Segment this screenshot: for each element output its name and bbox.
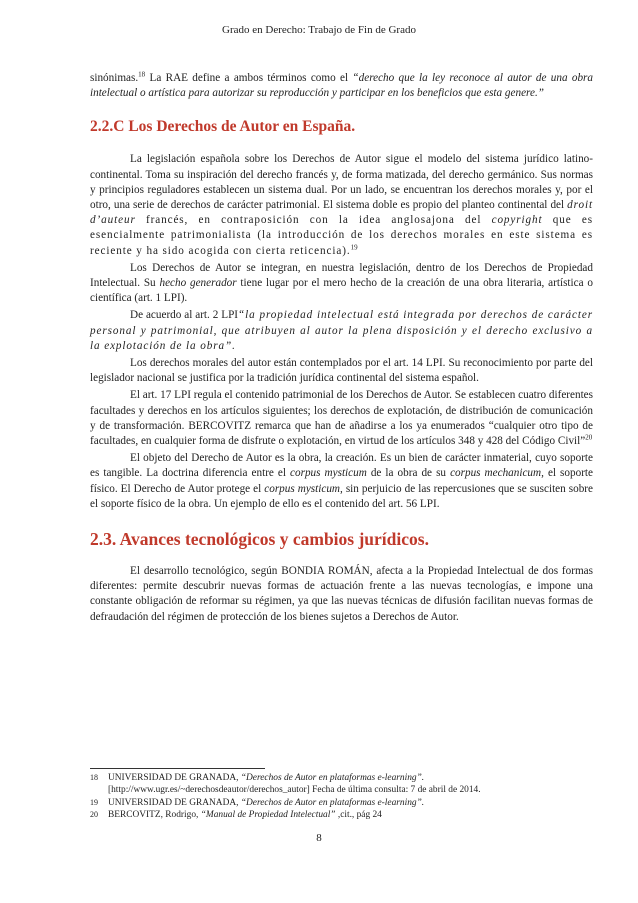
- paragraph-art17: [90, 388, 593, 449]
- paragraph-objeto: [90, 451, 593, 512]
- p2-text-b: tiene lugar por el mero hecho de la creación de una obra literaria, artística o científica (art. 1 LPI).: [90, 277, 593, 305]
- intro-text: sinónimas.: [90, 72, 139, 84]
- footnote-divider: [90, 768, 265, 769]
- intro-paragraph: [90, 71, 593, 101]
- footnote-ref-20[interactable]: 20: [585, 433, 593, 442]
- footnote-author: UNIVERSIDAD DE GRANADA,: [108, 773, 241, 783]
- footnote-number: 20: [90, 810, 98, 820]
- body-content: [90, 71, 593, 627]
- intro-text-b: La RAE define a ambos términos como el: [145, 72, 353, 84]
- running-header: Grado en Derecho: Trabajo de Fin de Grado: [222, 24, 416, 36]
- p6-text-a: El objeto del Derecho de Autor es la obra, la creación. Es un bien de carácter inmaterial, cuyo soporte es tangible. La doctrina diferencia entre el: [90, 452, 593, 480]
- footnote-20: [90, 809, 593, 821]
- footnote-ref-19[interactable]: 19: [350, 242, 358, 251]
- footnote-author: UNIVERSIDAD DE GRANADA,: [108, 797, 241, 808]
- p5-text-a: El art. 17 LPI regula el contenido patrimonial de los Derechos de Autor. Se establecen cuatro diferentes facultades y derechos en los artículos siguientes; los derechos de explotación, de distribución de comunicación y de transformación. BERCOVITZ remarca que han de añadirse a los ya enumerados “cualquier otro tipo de facultades, en cualquier forma de disfrute o explotación, en virtud de los artículos 348 y 428 del Código Civil”: [90, 389, 593, 448]
- paragraph-integracion: [90, 261, 593, 307]
- footnote-number: 18: [90, 773, 98, 782]
- footnote-19: [90, 797, 593, 809]
- footnote-author: BERCOVITZ, Rodrigo,: [108, 810, 201, 821]
- p2-text-a: Los Derechos de Autor se integran, en nuestra legislación, dentro de los Derechos de Propiedad Intelectual. Su: [90, 261, 593, 290]
- p3-text-a: De acuerdo al art. 2 LPI: [130, 309, 239, 322]
- footnotes: [90, 772, 593, 822]
- paragraph-art2: [90, 308, 593, 354]
- section-heading-2-2-c: 2.2.C Los Derechos de Autor en España.: [90, 118, 356, 136]
- hecho-generador-term: hecho generador: [159, 277, 237, 290]
- corpus-mechanicum-term: corpus mechanicum,: [450, 467, 544, 480]
- footnote-number: 19: [90, 797, 98, 807]
- p6-text-b: de la obra de su: [366, 467, 451, 480]
- p1-text-b: francés, en contraposición con la idea anglosajona del: [135, 214, 492, 227]
- section-heading-2-3: 2.3. Avances tecnológicos y cambios jurídicos.: [90, 529, 429, 550]
- p1-text-c: que es esencialmente patrimonialista (la introducción de los derechos morales en este sistema es reciente y ha sido acogida con cierta reticencia).: [90, 214, 593, 257]
- paragraph-derechos-morales: Los derechos morales del autor están contemplados por el art. 14 LPI. Su reconocimiento por parte del legislador nacional se justifica por la tradición jurídica continental del sistema español.: [90, 357, 593, 385]
- page-number: 8: [316, 832, 322, 844]
- rae-quote: “derecho que la ley reconoce al autor de una obra intelectual o artística para autorizar su reproducción y participar en los beneficios que esta genere.”: [90, 72, 593, 100]
- paragraph-legislacion: [90, 152, 593, 258]
- corpus-mysticum-term-2: corpus mysticum,: [264, 482, 343, 495]
- footnote-ref-18[interactable]: 18: [138, 70, 146, 79]
- footnote-title: “Derechos de Autor en plataformas e-learning”.: [240, 797, 425, 808]
- footnote-title: “Manual de Propiedad Intelectual”: [200, 810, 336, 821]
- droit-dauteur-term: droit d’auteur: [90, 199, 593, 227]
- art2-quote: “la propiedad intelectual está integrada por derechos de carácter personal y patrimonial, que atribuyen al autor la plena disposición y el derecho exclusivo a la explotación de la obra”.: [90, 309, 593, 352]
- p6-text-d: sin perjuicio de las repercusiones que se susciten sobre el soporte físico de la obra. Un ejemplo de ello es el contenido del art. 56 LPI.: [90, 482, 593, 510]
- corpus-mysticum-term: corpus mysticum: [290, 467, 367, 480]
- footnote-18: [90, 772, 593, 797]
- footnote-title: “Derechos de Autor en plataformas e-learning”.: [240, 773, 425, 783]
- footnote-tail: ,cit., pág 24: [335, 810, 382, 821]
- paragraph-desarrollo-tecnologico: El desarrollo tecnológico, según BONDIA ROMÁN, afecta a la Propiedad Intelectual de dos formas diferentes: permite descubrir nuevas formas de actuación frente a las nuevas tecnologías, e impone una constante obligación de reformar su régimen, ya que las nuevas técnicas de difusión facilitan nuevas formas de defraudación del régimen de protección de los bienes sujetos a Derechos de Autor.: [90, 565, 593, 623]
- p1-text-a: La legislación española sobre los Derechos de Autor sigue el modelo del sistema jurídico latino-continental. Toma su inspiración del derecho francés y, de forma matizada, del derecho germánico. Sus normas y principios reguladores establecen un sistema dual. Por un lado, se encuentran los derechos morales y, por el otro, una serie de derechos de carácter patrimonial. El sistema doble es propio del planteo continental del: [90, 153, 593, 212]
- p6-text-c: el soporte físico. El Derecho de Autor protege el: [90, 467, 593, 495]
- footnote-url[interactable]: [http://www.ugr.es/~derechosdeautor/derechos_autor] Fecha de última consulta: 7 de abril de 2014.: [108, 785, 481, 796]
- copyright-term: copyright: [491, 214, 543, 227]
